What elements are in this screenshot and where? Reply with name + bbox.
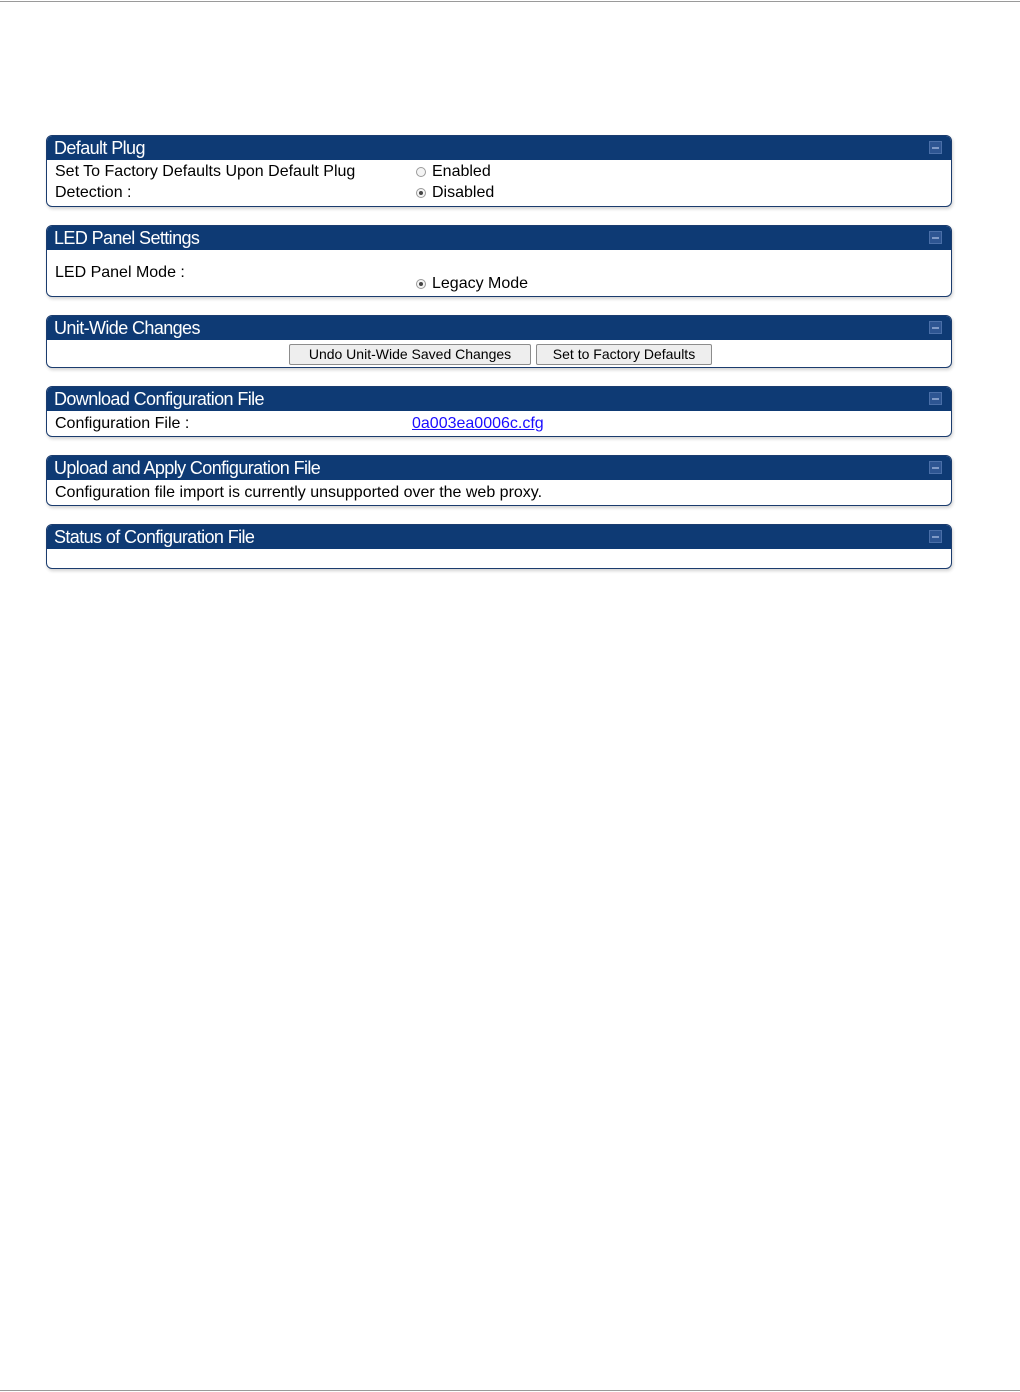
- download-configuration-panel: [46, 386, 952, 437]
- bottom-rule: [0, 1390, 1020, 1391]
- collapse-icon[interactable]: [929, 231, 942, 244]
- panel-title: Unit-Wide Changes: [54, 318, 200, 338]
- panel-title: Upload and Apply Configuration File: [54, 458, 321, 478]
- configuration-file-label: Configuration File :: [55, 415, 190, 432]
- led-panel-settings-panel: [46, 225, 952, 297]
- panel-title: Download Configuration File: [54, 389, 264, 409]
- collapse-icon[interactable]: [929, 530, 942, 543]
- legacy-mode-radio-option[interactable]: [416, 273, 528, 294]
- radio-checked-icon[interactable]: [416, 279, 426, 289]
- disabled-radio-option[interactable]: [416, 182, 494, 203]
- undo-unit-wide-changes-button[interactable]: Undo Unit-Wide Saved Changes: [289, 344, 531, 365]
- panel-header: [47, 456, 951, 480]
- panel-title: LED Panel Settings: [54, 228, 200, 248]
- set-factory-defaults-button[interactable]: Set to Factory Defaults: [536, 344, 712, 365]
- factory-default-label-line2: Detection :: [55, 184, 132, 201]
- collapse-icon[interactable]: [929, 321, 942, 334]
- configuration-file-link[interactable]: 0a003ea0006c.cfg: [412, 415, 544, 432]
- disabled-radio-label: Disabled: [432, 184, 495, 201]
- status-configuration-panel: [46, 524, 952, 569]
- panel-header: [47, 387, 951, 411]
- upload-configuration-panel: [46, 455, 952, 506]
- panel-header: [47, 226, 951, 250]
- factory-default-label-line1: Set To Factory Defaults Upon Default Plug: [55, 163, 356, 180]
- panel-header: [47, 316, 951, 340]
- led-panel-mode-label: LED Panel Mode :: [55, 264, 185, 281]
- panel-title: Status of Configuration File: [54, 527, 255, 547]
- panel-title: Default Plug: [54, 138, 145, 158]
- collapse-icon[interactable]: [929, 141, 942, 154]
- collapse-icon[interactable]: [929, 392, 942, 405]
- radio-unchecked-icon[interactable]: [416, 167, 426, 177]
- default-plug-panel: [46, 135, 952, 207]
- panel-header: [47, 136, 951, 160]
- upload-unsupported-message: Configuration file import is currently unsupported over the web proxy.: [55, 484, 543, 501]
- enabled-radio-option[interactable]: [416, 161, 491, 182]
- radio-checked-icon[interactable]: [416, 188, 426, 198]
- collapse-icon[interactable]: [929, 461, 942, 474]
- panel-header: [47, 525, 951, 549]
- unit-wide-changes-panel: [46, 315, 952, 368]
- top-rule: [0, 1, 1020, 2]
- enabled-radio-label: Enabled: [432, 163, 491, 180]
- legacy-mode-radio-label: Legacy Mode: [432, 275, 529, 292]
